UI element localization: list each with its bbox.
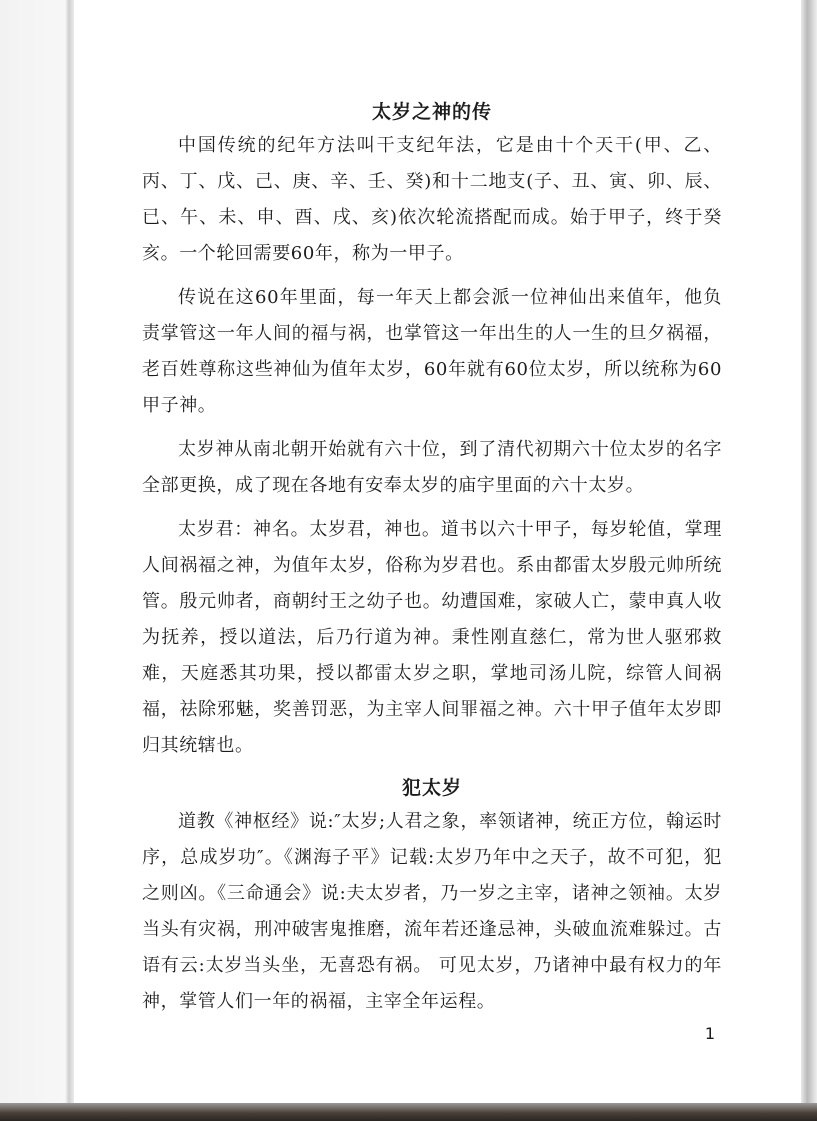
paragraph-sixty-taisui: 太岁神从南北朝开始就有六十位，到了清代初期六十位太岁的名字全部更换，成了现在各地有安奉太岁的庙宇里面的六十太岁。 [142,439,722,496]
paragraph-fan-taisui: 道教《神枢经》说:″太岁;人君之象，率领诸神，统正方位，翰运时序，总成岁功″。《渊海子平》记载:太岁乃年中之天子，故不可犯，犯之则凶。《三命通会》说:夫太岁者，乃一岁之主宰，诸神之领袖。太岁当头有灾祸，刑冲破害鬼推磨，流年若还逢忌神，头破血流难躲过。古语有云:太岁当头坐，无喜恐有祸。 可见太岁，乃诸神中最有权力的年神，掌管人们一年的祸福，主宰全年运程。 [142,811,722,1012]
page-content [142,96,722,1028]
scan-left-edge [0,0,74,1121]
page-number: 1 [704,1024,715,1043]
document-page [74,0,801,1103]
scan-right-edge [801,0,817,1121]
section-heading-fan-taisui: 犯太岁 [401,777,462,799]
section-heading-taisui-origin: 太岁之神的传 [371,101,492,123]
paragraph-ganzhi-calendar: 中国传统的纪年方法叫干支纪年法，它是由十个天干(甲、乙、丙、丁、戊、己、庚、辛、壬、癸)和十二地支(子、丑、寅、卯、辰、已、午、未、申、酉、戌、亥)依次轮流搭配而成。始于甲子，终于癸亥。一个轮回需要60年，称为一甲子。 [142,135,722,264]
paragraph-taisui-jun: 太岁君：神名。太岁君，神也。道书以六十甲子，每岁轮值，掌理人间祸福之神，为值年太岁，俗称为岁君也。系由都雷太岁殷元帅所统管。殷元帅者，商朝纣王之幼子也。幼遭国难，家破人亡，蒙申真人收为抚养，授以道法，后乃行道为神。秉性刚直慈仁，常为世人驱邪救难，天庭悉其功果，授以都雷太岁之职，掌地司汤儿院，综管人间祸福，祛除邪魅，奖善罚恶，为主宰人间罪福之神。六十甲子值年太岁即归其统辖也。 [142,519,722,756]
paragraph-sixty-year-legend: 传说在这60年里面，每一年天上都会派一位神仙出来值年，他负责掌管这一年人间的福与祸，也掌管这一年出生的人一生的旦夕祸福，老百姓尊称这些神仙为值年太岁，60年就有60位太岁，所以统称为60甲子神。 [142,287,722,416]
scan-bottom-edge [0,1103,817,1121]
